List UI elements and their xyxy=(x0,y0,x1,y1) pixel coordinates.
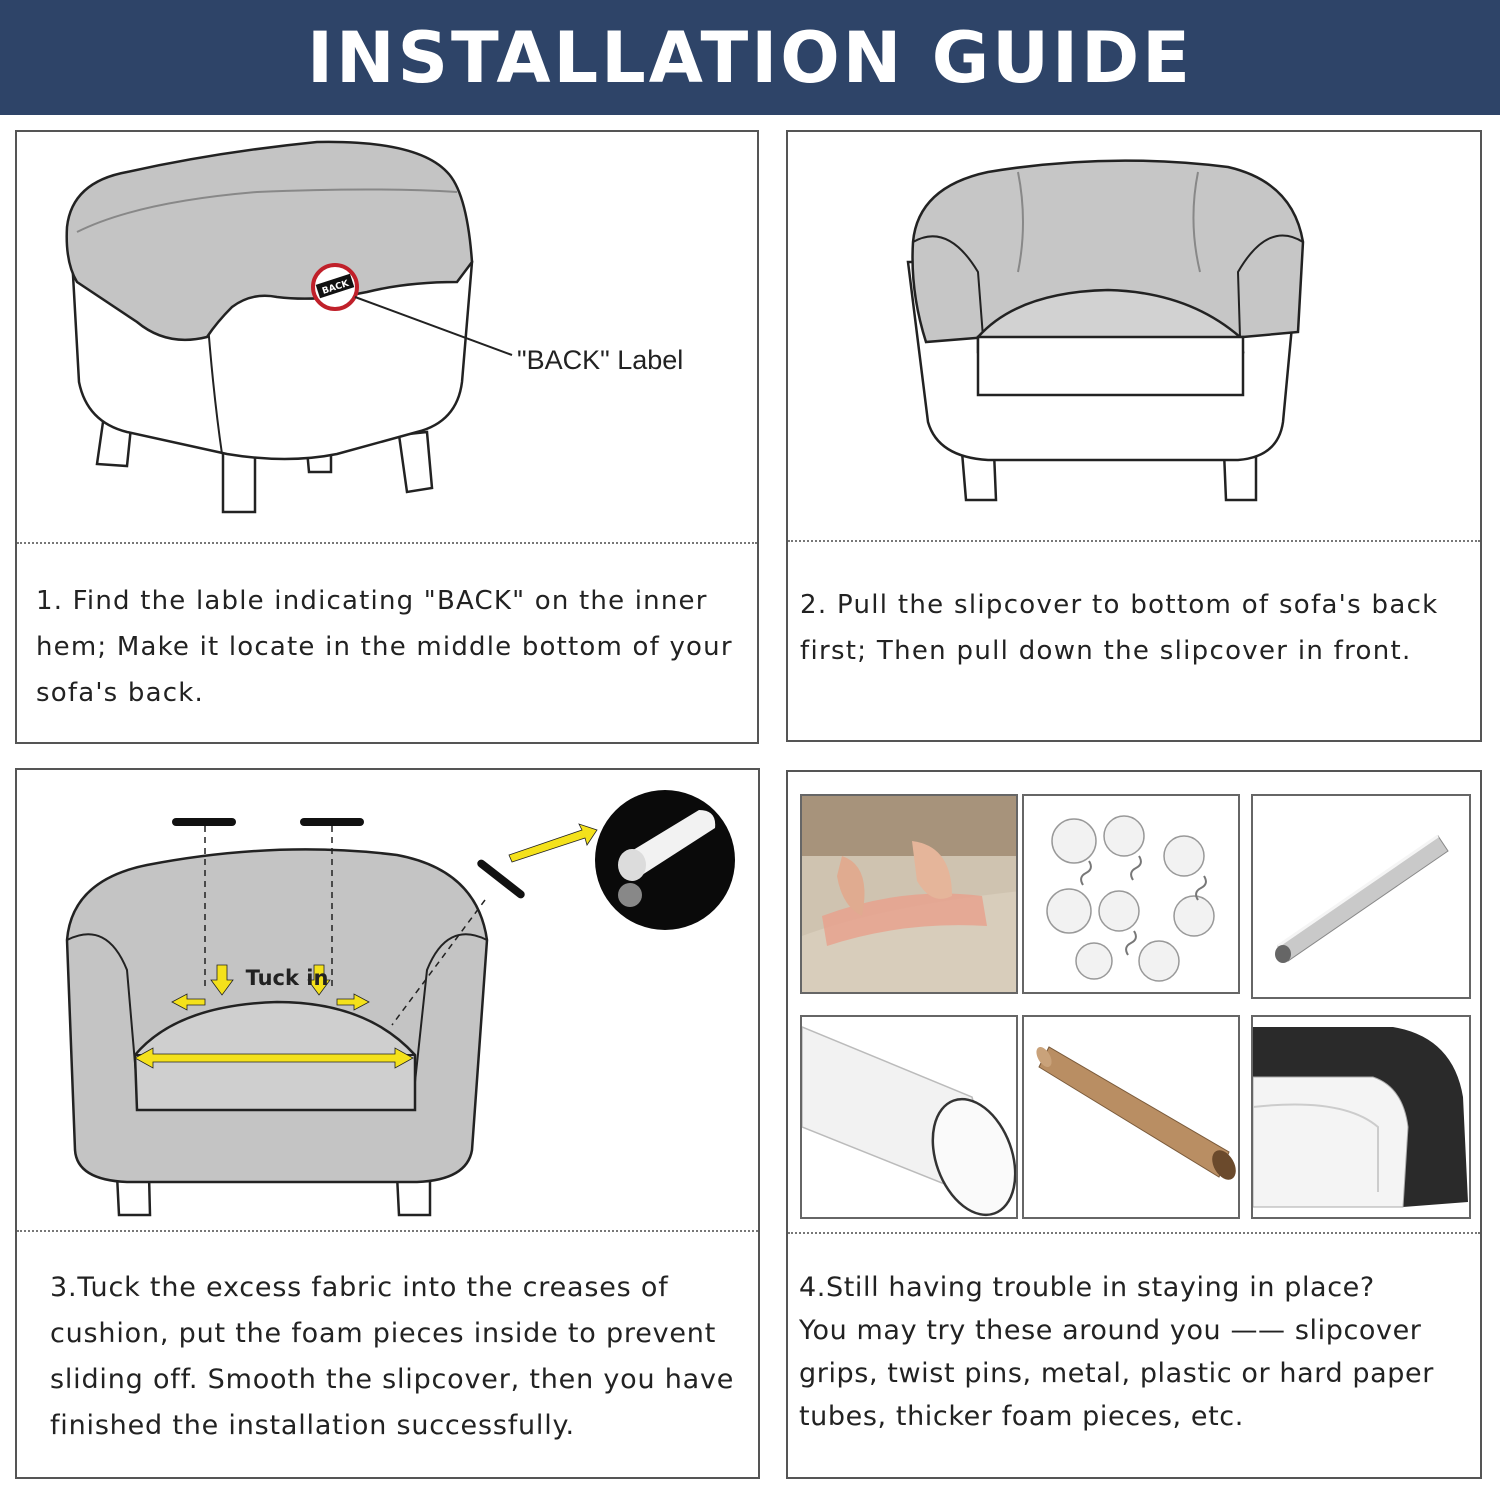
metal-tube-photo xyxy=(1251,794,1471,999)
step-4-caption: 4.Still having trouble in staying in place? You may try these around you —— slipcover grips, twist pins, metal, plastic or hard paper tubes, thicker foam pieces, etc. xyxy=(799,1272,1434,1432)
foam-piece xyxy=(476,858,527,900)
tuck-in-illustration xyxy=(17,770,762,1230)
divider xyxy=(17,542,757,544)
divider xyxy=(17,1230,758,1232)
foam-strip-photo xyxy=(1251,1015,1471,1219)
back-label-callout: "BACK" Label xyxy=(517,345,684,375)
step-3-panel xyxy=(15,768,760,1479)
sofa-front-illustration xyxy=(788,132,1484,532)
foam-piece xyxy=(300,818,364,826)
step-2-caption: 2. Pull the slipcover to bottom of sofa's back first; Then pull down the slipcover in front. xyxy=(800,590,1439,666)
tuck-in-label: Tuck in xyxy=(245,966,329,990)
step-1-panel xyxy=(15,130,759,744)
step-4-panel xyxy=(786,770,1482,1479)
divider xyxy=(788,1232,1480,1234)
step-1-caption: 1. Find the lable indicating "BACK" on the inner hem; Make it locate in the middle bottom of your sofa's back. xyxy=(36,586,733,708)
divider xyxy=(788,540,1480,542)
foam-roll-inset xyxy=(595,790,735,930)
paper-tube-photo xyxy=(1022,1015,1240,1219)
back-tag: BACK xyxy=(321,278,351,297)
twist-pins-photo xyxy=(1022,794,1240,994)
header-banner xyxy=(0,0,1500,115)
sofa-back-illustration xyxy=(17,132,761,532)
foam-piece xyxy=(172,818,236,826)
step-3-caption: 3.Tuck the excess fabric into the creases of cushion, put the foam pieces inside to prevent sliding off. Smooth the slipcover, then you have finished the installation successfully. xyxy=(50,1272,735,1441)
step-2-panel xyxy=(786,130,1482,742)
page-title: INSTALLATION GUIDE xyxy=(306,16,1193,99)
slipcover-grips-photo xyxy=(800,794,1018,994)
plastic-tube-photo xyxy=(800,1015,1018,1219)
